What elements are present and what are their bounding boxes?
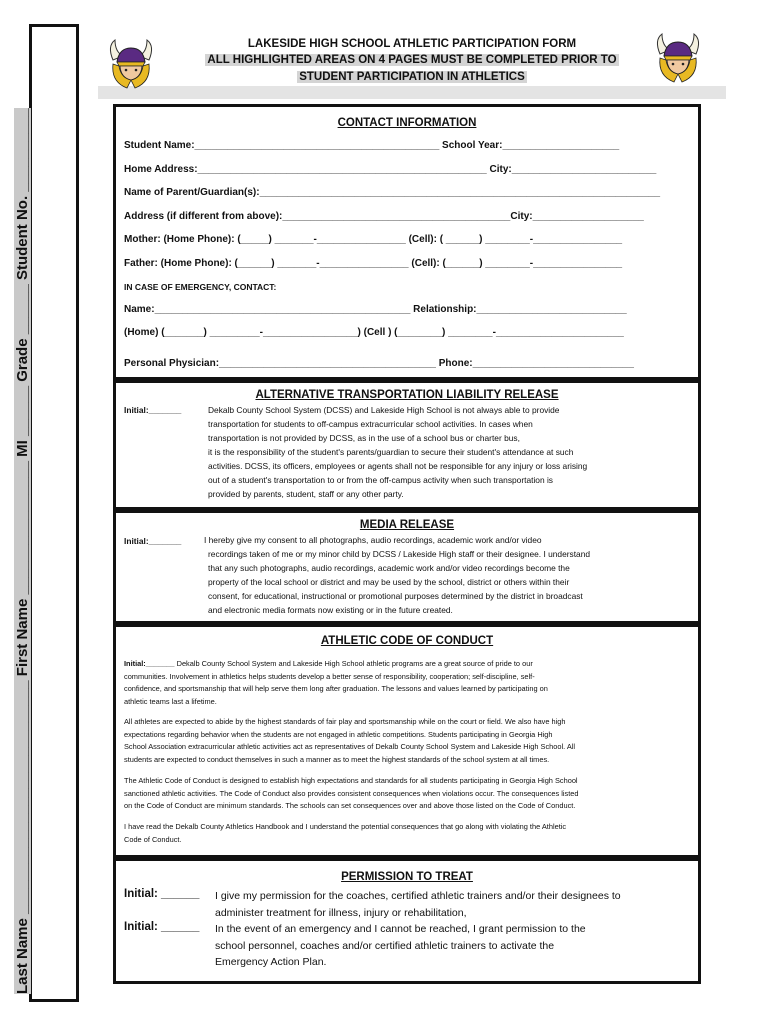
student-no-label: Student No. [14,195,31,281]
code-paragraph-2: All athletes are expected to abide by the highest standards of fair play and sportsmanship while on the court or field. We also have high expectations regarding behavior when the students are not engaged in athletic competitions. Students participating in Georgia High School Association extracurricular athletic activities act as representatives of Dekalb County School System and Lakeside High School. All students are expected to conduct themselves in such a manner as to meet the highest standards of the school system at all times. [124,717,576,764]
emergency-label: IN CASE OF EMERGENCY, CONTACT: [124,282,277,292]
student-name-field[interactable]: Student Name:____________________________________________ School Year:_____________________ [124,140,620,151]
treat-title: PERMISSION TO TREAT [341,871,473,883]
emergency-phone-field[interactable]: (Home) (_______) _________-_________________) (Cell ) (________) ________-_______________________ [124,327,624,338]
treat-initial-field-2[interactable]: Initial: ______ [124,921,200,933]
contact-title: CONTACT INFORMATION [337,117,477,129]
treat-initial-field-1[interactable]: Initial: ______ [124,888,200,900]
physician-field[interactable]: Personal Physician:_______________________________________ Phone:_____________________________ [124,358,634,369]
form-header [98,34,726,100]
code-paragraph-3: The Athletic Code of Conduct is designed to establish high expectations and standards for all students participating in Georgia High School sanctioned athletic activities. The Code of Conduct also provides consistent consequences when violations occur. The consequences listed on the Code of Conduct are minimum standards. The schools can set consequences over and above those listed on the Code of Conduct. [124,776,579,810]
form-title: LAKESIDE HIGH SCHOOL ATHLETIC PARTICIPATION FORM [247,38,577,50]
emergency-name-field[interactable]: Name:______________________________________________ Relationship:___________________________ [124,304,627,315]
viking-logo-icon [105,38,157,90]
last-name-label: Last Name [14,918,31,994]
treat-text: I give my permission for the coaches, certified athletic trainers and/or their designees to administer treatment for illness, injury or rehabilitation, In the event of an emergency and I cannot be reached, I grant permission to the school personnel, coaches and/or certified athletic trainers to activate the Emergency Action Plan. [215,890,621,968]
transport-initial-field[interactable]: Initial:_______ [124,405,182,415]
header-notice-line1: ALL HIGHLIGHTED AREAS ON 4 PAGES MUST BE COMPLETED PRIOR TO [207,54,617,66]
header-notice-line2: STUDENT PARTICIPATION IN ATHLETICS [299,71,525,83]
mother-phone-field[interactable]: Mother: (Home Phone): (_____) _______-________________ (Cell): ( ______) ________-________________ [124,234,623,245]
media-title: MEDIA RELEASE [359,519,455,531]
first-name-label: First Name [14,598,31,677]
sidebar-fields: Last Name ____________________________ First Name ________________ MI ______ Grade ______ Student No. __________ [14,108,31,994]
code-title: ATHLETIC CODE OF CONDUCT [320,635,494,647]
media-text-first: I hereby give my consent to all photographs, audio recordings, academic work and/or video [204,535,542,545]
transport-title: ALTERNATIVE TRANSPORTATION LIABILITY RELEASE [255,389,559,401]
media-text: recordings taken of me or my minor child by DCSS / Lakeside High staff or their designee. I understand that any such photographs, audio recordings, academic work and/or video recordings become the property of the local school or district and may be used by the school, district or others within their consent, for educational, instructional or promotional purposes determined by the district in broadcast and electronic media formats now existing or in the future created. [208,549,591,615]
code-paragraph-1: Initial:_______ Dekalb County School System and Lakeside High School athletic programs are a great source of pride to our communities. Involvement in athletics helps students develop a better sense of responsibility, cooperation; self-discipline, self- confidence, and sportsmanship that will help serve them long after graduation. The lessons and values learned by participating on athletic teams last a lifetime. [124,659,548,706]
home-address-field[interactable]: Home Address:____________________________________________________ City:__________________________ [124,164,657,175]
father-phone-field[interactable]: Father: (Home Phone): (______) _______-________________ (Cell): (______) ________-________________ [124,258,623,269]
parent-name-field[interactable]: Name of Parent/Guardian(s):________________________________________________________________________ [124,187,661,198]
media-initial-field[interactable]: Initial:_______ [124,536,182,546]
mi-label: MI [14,440,31,457]
viking-logo-icon [652,32,704,84]
grade-label: Grade [14,338,31,382]
code-initial-field[interactable]: Initial:_______ [124,659,175,668]
alt-address-field[interactable]: Address (if different from above):_________________________________________City:____________________ [124,211,644,222]
transport-text: Dekalb County School System (DCSS) and Lakeside High School is not always able to provide transportation for students to off-campus extracurricular school activities. In cases when transportation is not provided by DCSS, as in the use of a school bus or charter bus, it is the responsibility of the student's parents/guardian to secure their student's attendance at such activities. DCSS, its officers, employees or agents shall not be responsible for any injury or loss arising out of a student's transportation to or from the off-campus activity when such transportation is provided by parents, student, staff or any other party. [208,405,588,499]
code-paragraph-4: I have read the Dekalb County Athletics Handbook and I understand the potential consequences that go along with violating the Athletic Code of Conduct. [124,822,567,844]
